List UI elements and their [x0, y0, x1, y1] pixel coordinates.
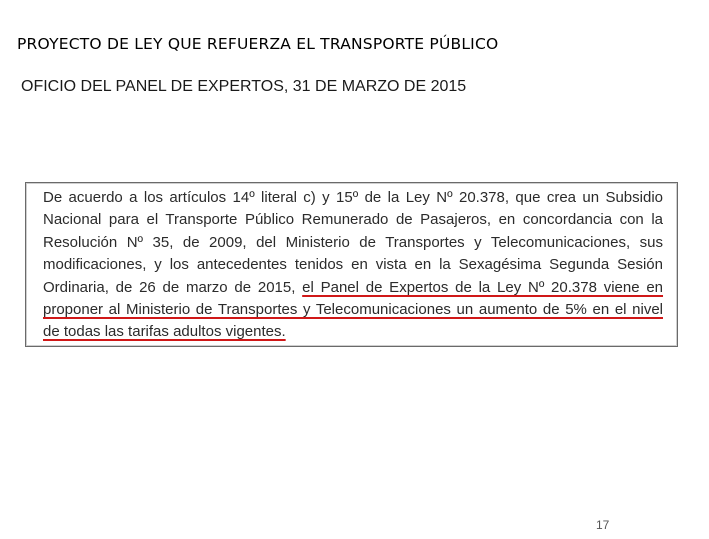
- document-excerpt-image: [25, 182, 678, 347]
- excerpt-underlined-text: el Panel de Expertos de la Ley Nº 20.378 viene en proponer al Ministerio de Transportes y Telecomunicaciones un aumento de 5% en el nivel de todas las tarifas adultos vigentes.: [43, 278, 664, 341]
- excerpt-paragraph: [43, 187, 663, 344]
- excerpt-plain-text: De acuerdo a los artículos 14º literal c) y 15º de la Ley Nº 20.378, que crea un Subsidio Nacional para el Transporte Público Remunerado de Pasajeros, en concordancia con la Resolución Nº 35, de 2009, del Ministerio de Transportes y Telecomunicaciones, sus modificaciones, y los antecedentes tenidos en vista en la Sexagésima Segunda Sesión Ordinaria, de 26 de marzo de 2015,: [43, 189, 663, 296]
- slide-subtitle: OFICIO DEL PANEL DE EXPERTOS, 31 DE MARZO DE 2015: [21, 78, 467, 95]
- page-number: 17: [596, 518, 610, 532]
- slide-title: PROYECTO DE LEY QUE REFUERZA EL TRANSPORTE PÚBLICO: [17, 35, 499, 53]
